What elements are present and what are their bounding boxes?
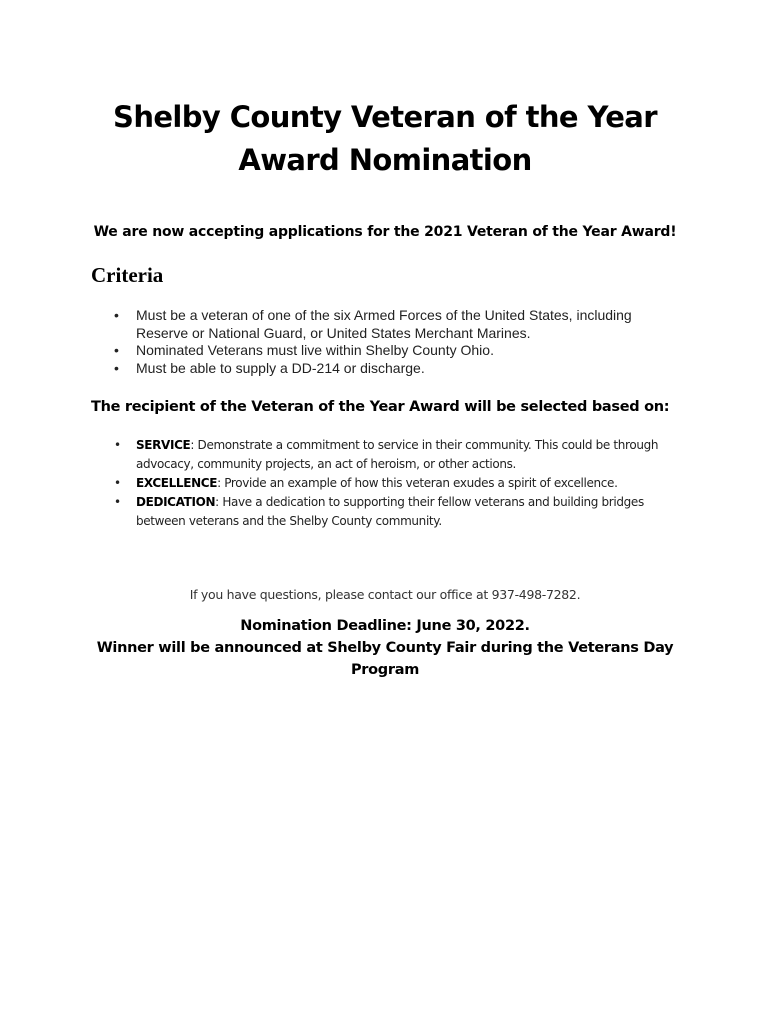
bullet-icon: • xyxy=(114,495,121,509)
intro-text: We are now accepting applications for the 2021 Veteran of the Year Award! xyxy=(93,224,677,240)
list-item xyxy=(114,493,694,531)
bullet-icon: • xyxy=(114,476,121,490)
list-item xyxy=(114,342,684,360)
selection-term: DEDICATION xyxy=(136,495,216,509)
list-item xyxy=(114,474,694,493)
selection-term: EXCELLENCE xyxy=(136,476,218,490)
selection-heading: The recipient of the Veteran of the Year Award will be selected based on: xyxy=(91,399,670,415)
deadline-text: Nomination Deadline: June 30, 2022. xyxy=(240,618,530,634)
bullet-icon: • xyxy=(114,307,119,323)
bullet-icon: • xyxy=(114,438,121,452)
selection-description: : Provide an example of how this veteran exudes a spirit of excellence. xyxy=(217,476,618,490)
criteria-heading: Criteria xyxy=(91,263,164,287)
criteria-list xyxy=(114,307,684,377)
winner-announcement: Winner will be announced at Shelby County Fair during the Veterans Day Program xyxy=(96,640,674,678)
list-item xyxy=(114,436,694,474)
selection-description: : Have a dedication to supporting their fellow veterans and building bridges between veterans and the Shelby County community. xyxy=(136,495,644,528)
criteria-item-text: Must be able to supply a DD-214 or discharge. xyxy=(136,359,425,376)
bullet-icon: • xyxy=(114,359,119,376)
contact-text: If you have questions, please contact our office at 937-498-7282. xyxy=(189,587,581,602)
criteria-item-text: Must be a veteran of one of the six Armed Forces of the United States, including Reserve or National Guard, or United States Merchant Marines. xyxy=(136,307,632,341)
criteria-item-text: Nominated Veterans must live within Shelby County Ohio. xyxy=(136,342,494,358)
selection-term: SERVICE xyxy=(136,438,191,452)
list-item xyxy=(114,307,684,342)
bullet-icon: • xyxy=(114,342,119,358)
document-title: Shelby County Veteran of the Year Award Nomination xyxy=(113,100,657,177)
selection-description: : Demonstrate a commitment to service in their community. This could be through advocacy, community projects, an act of heroism, or other actions. xyxy=(136,438,659,471)
selection-list xyxy=(114,436,694,531)
list-item xyxy=(114,360,684,378)
